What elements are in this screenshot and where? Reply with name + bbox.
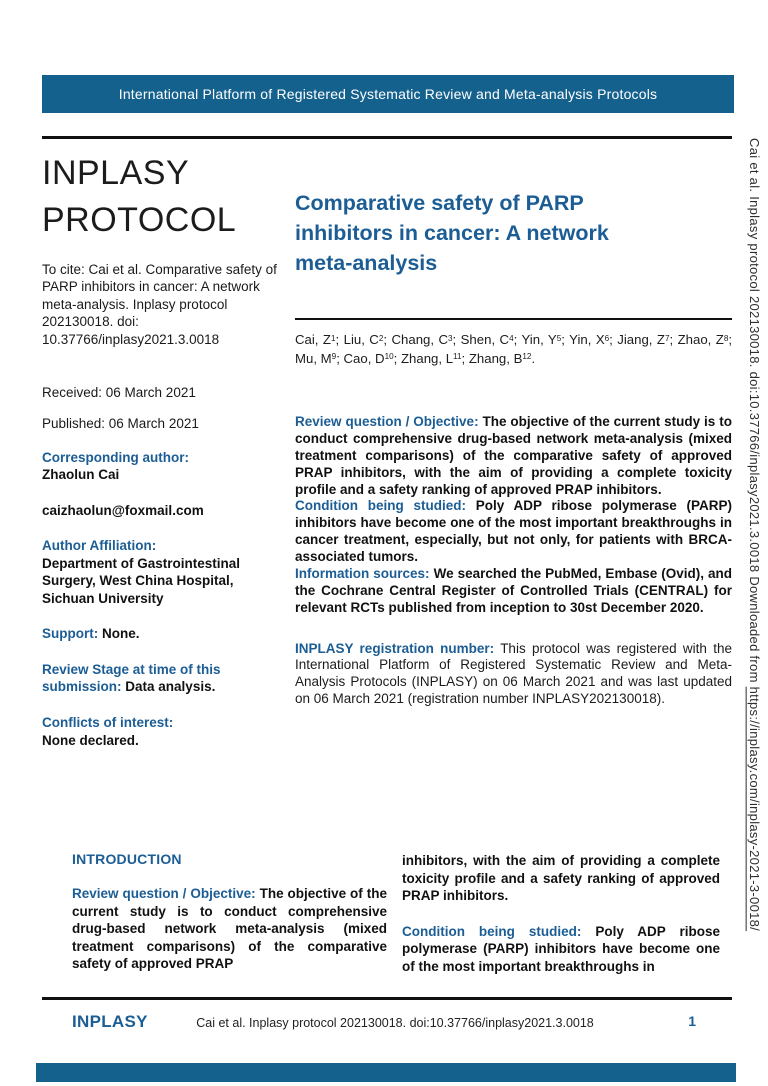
introduction-column-2 [402, 852, 720, 975]
platform-banner-text: International Platform of Registered Systematic Review and Meta-analysis Protocols [118, 86, 658, 102]
conflicts-value: None declared. [42, 732, 139, 748]
intro-review-objective-label: Review question / Objective: [72, 886, 256, 901]
support-block [42, 625, 279, 643]
side-margin-citation: Cai et al. Inplasy protocol 202130018. doi:10.37766/inplasy2021.3.0018 Downloaded from [747, 138, 762, 687]
information-sources-label: Information sources: [295, 565, 430, 581]
affiliation-value: Department of Gastrointestinal Surgery, West China Hospital, Sichuan University [42, 555, 241, 606]
support-label: Support: [42, 626, 99, 642]
footer-brand: INPLASY [72, 1012, 148, 1031]
review-objective-text: The objective of the current study is to conduct comprehensive drug-based network meta-analysis (mixed treatment comparisons) of the comparative safety of approved PRAP inhibitors, with the aim of providing a complete toxicity profile and a safety ranking of approved PRAP inhibitors. [295, 414, 732, 497]
footer-divider [42, 997, 732, 1000]
footer-citation: Cai et al. Inplasy protocol 202130018. doi:10.37766/inplasy2021.3.0018 [196, 1016, 594, 1030]
platform-banner [42, 75, 734, 113]
review-objective-label: Review question / Objective: [295, 414, 479, 429]
introduction-column-1 [72, 885, 387, 973]
authors-line: Cai, $Z^1$; Liu, $C^2$; Chang, $C^3$; Shen, $C^4$; Yin, $Y^5$; Yin, $X^6$; Jiang, $Z^7$; Zhao, $Z^8$; Mu, $M^9$; Cao, $D^{10}$; Zhang, $L^{11}$; Zhang, $B^{12}$. [295, 332, 733, 366]
intro-condition-text: Poly ADP ribose polymerase (PARP) inhibitors have become one of the most important breakthroughs in [402, 923, 720, 974]
corresponding-author-block [42, 449, 279, 484]
condition-text: Poly ADP ribose polymerase (PARP) inhibitors have become one of the most important breakthroughs in cancer treatment, especially, but not only, for patients with BRCA-associated tumors. [295, 498, 732, 564]
corresponding-author-label: Corresponding author: [42, 449, 189, 465]
corresponding-author-email: caizhaolun@foxmail.com [42, 502, 204, 518]
conflicts-label: Conflicts of interest: [42, 715, 174, 731]
condition-paragraph [295, 498, 732, 566]
footer-page-number: 1 [688, 1013, 696, 1029]
cite-block: To cite: Cai et al. Comparative safety of PARP inhibitors in cancer: A network meta-analysis. Inplasy protocol 202130018. doi: 10.37766/inplasy2021.3.0018 [42, 261, 277, 347]
registration-label: INPLASY registration number: [295, 640, 495, 656]
registration-text: This protocol was registered with the International Platform of Registered Systematic Review and Meta-Analysis Protocols (INPLASY) on 06 March 2021 and was last updated on 06 March 2021 (registration number INPLASY202130018). [295, 640, 733, 707]
masthead-title [42, 150, 279, 244]
affiliation-label: Author Affiliation: [42, 538, 157, 554]
intro-condition-paragraph [402, 923, 720, 976]
received-date: Received: 06 March 2021 [42, 384, 196, 400]
intro-condition-label: Condition being studied: [402, 923, 582, 939]
corresponding-author-name: Zhaolun Cai [42, 467, 120, 483]
side-margin-text [747, 138, 762, 1058]
side-margin-link[interactable]: https://inplasy.com/inplasy-2021-3-0018/ [747, 686, 762, 932]
review-stage-value: Data analysis. [125, 679, 216, 695]
header-divider [42, 136, 732, 139]
review-stage-block [42, 661, 279, 696]
title-divider [295, 318, 732, 320]
information-sources-text: We searched the PubMed, Embase (Ovid), and the Cochrane Central Register of Controlled Trials (CENTRAL) for relevant RCTs published from inception to 30st December 2020. [295, 565, 732, 615]
abstract-block [295, 414, 732, 708]
introduction-heading: INTRODUCTION [72, 851, 182, 867]
review-stage-label: Review Stage at time of this submission: [42, 661, 221, 695]
support-value: None. [102, 626, 140, 642]
conflicts-block [42, 714, 279, 749]
information-sources-paragraph [295, 566, 732, 617]
article-title: Comparative safety of PARP inhibitors in cancer: A network meta-analysis [295, 191, 609, 276]
intro-review-objective-text: The objective of the current study is to conduct comprehensive drug-based network meta-analysis (mixed treatment comparisons) of the comparative safety of approved PRAP [72, 886, 387, 972]
condition-label: Condition being studied: [295, 498, 466, 514]
intro-continuation-paragraph: inhibitors, with the aim of providing a complete toxicity profile and a safety ranking of approved PRAP inhibitors. [402, 853, 720, 904]
left-column [42, 150, 279, 749]
registration-paragraph [295, 641, 732, 709]
intro-review-objective-paragraph [72, 885, 387, 973]
review-objective-paragraph [295, 414, 732, 498]
footer-bar [36, 1063, 736, 1082]
masthead-line1: INPLASY [42, 154, 190, 192]
masthead-line2: PROTOCOL [42, 200, 237, 239]
published-date: Published: 06 March 2021 [42, 415, 199, 431]
affiliation-block [42, 537, 279, 607]
